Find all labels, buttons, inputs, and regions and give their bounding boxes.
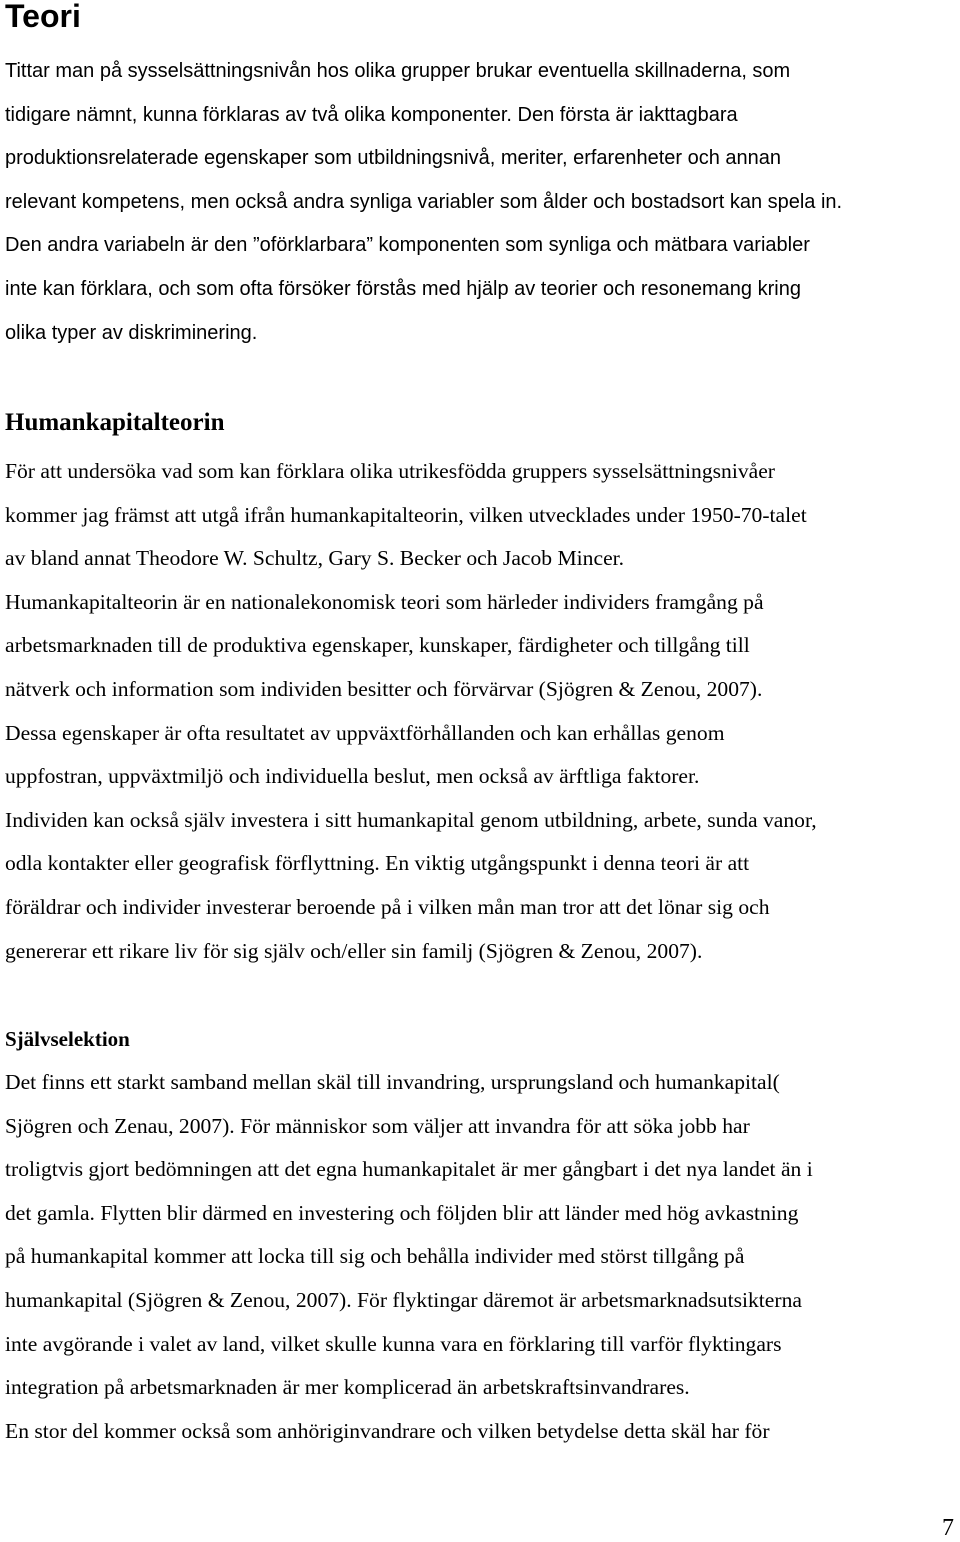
humankapital-line: Humankapitalteorin är en nationalekonomisk teori som härleder individers framgång på (5, 589, 764, 614)
sjalvselektion-line: En stor del kommer också som anhöriginvandrare och vilken betydelse detta skäl har för (5, 1418, 770, 1443)
intro-line: tidigare nämnt, kunna förklaras av två olika komponenter. Den första är iakttagbara (5, 103, 738, 126)
humankapital-line: För att undersöka vad som kan förklara olika utrikesfödda gruppers sysselsättningsnivåer (5, 459, 775, 483)
humankapital-line: genererar ett rikare liv för sig själv och/eller sin familj (Sjögren & Zenou, 2007). (5, 938, 703, 963)
sjalvselektion-line: på humankapital kommer att locka till sig och behålla individer med störst tillgång på (5, 1244, 745, 1269)
sjalvselektion-line: inte avgörande i valet av land, vilket skulle kunna vara en förklaring till varför flyktingars (5, 1331, 782, 1356)
section-heading-sjalvselektion: Självselektion (5, 1027, 130, 1051)
sjalvselektion-line: integration på arbetsmarknaden är mer komplicerad än arbetskraftsinvandrares. (5, 1375, 690, 1400)
sjalvselektion-line: troligtvis gjort bedömningen att det egna humankapitalet är mer gångbart i det nya landet än i (5, 1157, 813, 1182)
intro-line: inte kan förklara, och som ofta försöker förstås med hjälp av teorier och resonemang kring (5, 277, 801, 300)
humankapital-line: av bland annat Theodore W. Schultz, Gary S. Becker och Jacob Mincer. (5, 546, 625, 571)
intro-line: relevant kompetens, men också andra synliga variabler som ålder och bostadsort kan spela in. (5, 190, 843, 213)
humankapital-line: odla kontakter eller geografisk förflyttning. En viktig utgångspunkt i denna teori är att (5, 851, 750, 876)
humankapital-line: nätverk och information som individen besitter och förvärvar (Sjögren & Zenou, 2007). (5, 676, 763, 701)
sjalvselektion-line: Det finns ett starkt samband mellan skäl till invandring, ursprungsland och humankapital( (5, 1070, 780, 1094)
humankapital-line: Individen kan också själv investera i sitt humankapital genom utbildning, arbete, sunda vanor, (5, 807, 817, 832)
page-title: Teori (5, 0, 81, 34)
intro-line: Den andra variabeln är den ”oförklarbara” komponenten som synliga och mätbara variabler (5, 234, 810, 257)
intro-line: produktionsrelaterade egenskaper som utbildningsnivå, meriter, erfarenheter och annan (5, 147, 782, 170)
humankapital-line: föräldrar och individer investerar beroende på i vilken mån man tror att det lönar sig och (5, 894, 770, 919)
section-heading-humankapitalteorin: Humankapitalteorin (5, 409, 225, 436)
sjalvselektion-line: det gamla. Flytten blir därmed en investering och följden blir att länder med hög avkastning (5, 1200, 799, 1225)
intro-line: olika typer av diskriminering. (5, 321, 258, 344)
humankapital-line: kommer jag främst att utgå ifrån humankapitalteorin, vilken utvecklades under 1950-70-talet (5, 502, 807, 527)
humankapital-line: Dessa egenskaper är ofta resultatet av uppväxtförhållanden och kan erhållas genom (5, 720, 725, 745)
intro-line: Tittar man på sysselsättningsnivån hos olika grupper brukar eventuella skillnaderna, som (5, 60, 791, 82)
sjalvselektion-line: Sjögren och Zenau, 2007). För människor som väljer att invandra för att söka jobb har (5, 1113, 750, 1138)
humankapital-paragraph (5, 450, 960, 973)
humankapital-line: arbetsmarknaden till de produktiva egenskaper, kunskaper, färdigheter och tillgång till (5, 633, 750, 658)
page-number: 7 (942, 1515, 954, 1541)
intro-paragraph (5, 50, 960, 355)
sjalvselektion-paragraph (5, 1061, 960, 1453)
sjalvselektion-line: humankapital (Sjögren & Zenou, 2007). För flyktingar däremot är arbetsmarknadsutsikterna (5, 1287, 802, 1312)
humankapital-line: uppfostran, uppväxtmiljö och individuella beslut, men också av ärftliga faktorer. (5, 764, 700, 789)
